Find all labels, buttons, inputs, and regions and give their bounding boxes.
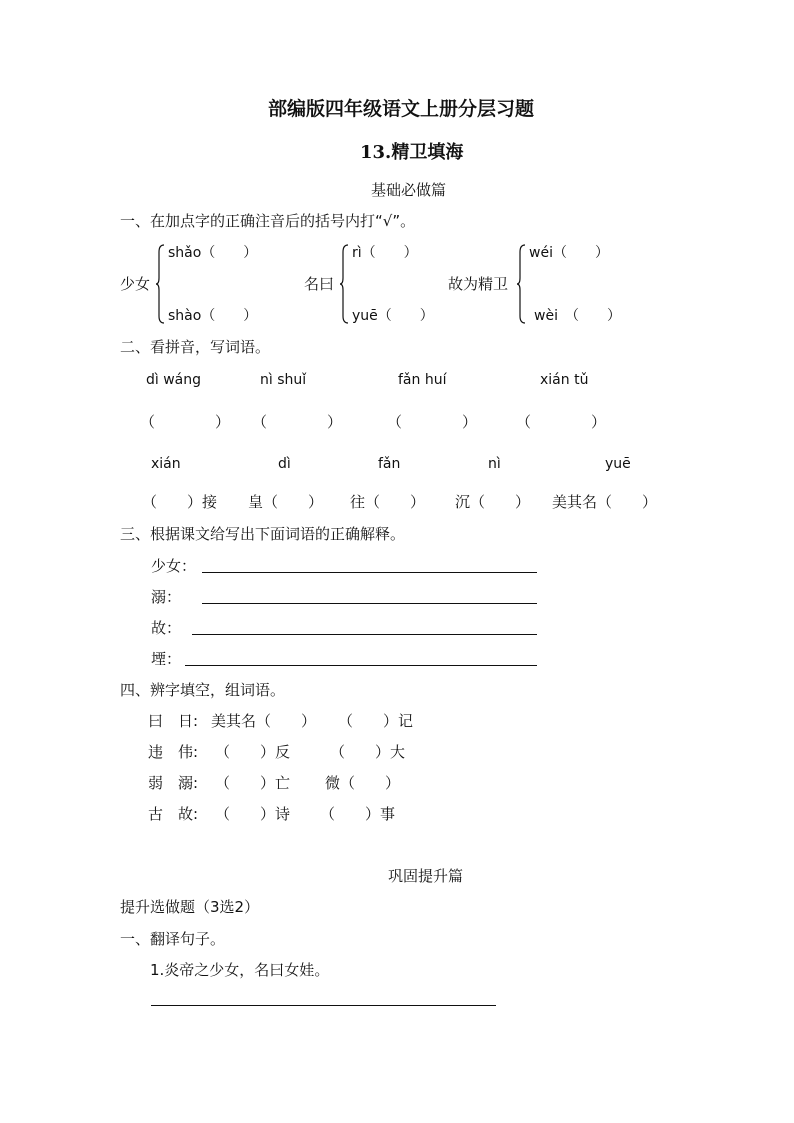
- sentence-item: 1.炎帝之少女，名曰女娃。: [150, 961, 330, 979]
- pinyin-word: fǎn huí: [398, 372, 447, 388]
- answer-blank[interactable]: （ ）: [252, 413, 343, 431]
- fill-blank[interactable]: 皇（ ）: [248, 493, 324, 511]
- answer-line[interactable]: [202, 603, 537, 604]
- pinyin-char: nì: [488, 456, 501, 472]
- q4-blank[interactable]: （ ）记: [338, 712, 414, 730]
- q1-option[interactable]: wéi（ ）: [529, 245, 609, 261]
- q4-blank[interactable]: 美其名（ ）: [211, 712, 317, 730]
- pinyin-word: xián tǔ: [540, 372, 589, 388]
- q3-term: 少女：: [151, 557, 197, 575]
- q4-prompt: 四、辨字填空，组词语。: [120, 681, 286, 699]
- q4-blank[interactable]: （ ）事: [320, 805, 396, 823]
- pinyin-word: dì wáng: [146, 372, 202, 388]
- q1-word: 故为精卫: [448, 275, 509, 293]
- q1-option[interactable]: shào（ ）: [168, 308, 258, 324]
- q2-prompt: 二、看拼音，写词语。: [120, 338, 271, 356]
- brace-icon: [155, 244, 165, 324]
- q1-prompt: 一、在加点字的正确注音后的括号内打“√”。: [120, 212, 416, 230]
- answer-line[interactable]: [151, 1005, 496, 1006]
- q4-chars: 弱 溺:: [148, 774, 199, 792]
- q1-option[interactable]: rì（ ）: [352, 245, 418, 261]
- lesson-title: 13.精卫填海: [360, 142, 464, 163]
- q4-blank[interactable]: 微（ ）: [325, 774, 401, 792]
- q3-term: 溺：: [151, 588, 182, 606]
- translate-prompt: 一、翻译句子。: [120, 930, 226, 948]
- q4-chars: 古 故:: [148, 805, 199, 823]
- answer-line[interactable]: [202, 572, 537, 573]
- q1-option[interactable]: yuē（ ）: [352, 308, 434, 324]
- section-advanced-heading: 巩固提升篇: [388, 867, 464, 885]
- fill-blank[interactable]: （ ）接: [142, 493, 218, 511]
- brace-icon: [339, 244, 349, 324]
- answer-blank[interactable]: （ ）: [516, 413, 607, 431]
- q1-option[interactable]: shǎo（ ）: [168, 245, 258, 261]
- answer-line[interactable]: [185, 665, 537, 666]
- q1-word: 少女: [120, 275, 151, 293]
- q4-chars: 违 伟:: [148, 743, 199, 761]
- pinyin-char: yuē: [605, 456, 631, 472]
- q4-blank[interactable]: （ ）大: [330, 743, 406, 761]
- answer-blank[interactable]: （ ）: [387, 413, 478, 431]
- pinyin-char: dì: [278, 456, 291, 472]
- q1-option[interactable]: wèi （ ）: [534, 308, 621, 324]
- pinyin-word: nì shuǐ: [260, 372, 307, 388]
- q3-term: 堙：: [151, 650, 182, 668]
- q4-blank[interactable]: （ ）反: [215, 743, 291, 761]
- q4-chars: 曰 日:: [148, 712, 199, 730]
- q3-prompt: 三、根据课文给写出下面词语的正确解释。: [120, 525, 406, 543]
- answer-line[interactable]: [192, 634, 537, 635]
- answer-blank[interactable]: （ ）: [140, 413, 231, 431]
- section-basic-heading: 基础必做篇: [371, 181, 447, 199]
- q1-word: 名曰: [304, 275, 335, 293]
- fill-blank[interactable]: 往（ ）: [350, 493, 426, 511]
- brace-icon: [516, 244, 526, 324]
- pinyin-char: xián: [151, 456, 181, 472]
- q4-blank[interactable]: （ ）亡: [215, 774, 291, 792]
- q3-term: 故：: [151, 619, 182, 637]
- q4-blank[interactable]: （ ）诗: [215, 805, 291, 823]
- worksheet-title: 部编版四年级语文上册分层习题: [268, 98, 535, 120]
- fill-blank[interactable]: 沉（ ）: [455, 493, 531, 511]
- pinyin-char: fǎn: [378, 456, 401, 472]
- optional-questions-note: 提升选做题（3选2）: [120, 898, 260, 916]
- fill-blank[interactable]: 美其名（ ）: [552, 493, 658, 511]
